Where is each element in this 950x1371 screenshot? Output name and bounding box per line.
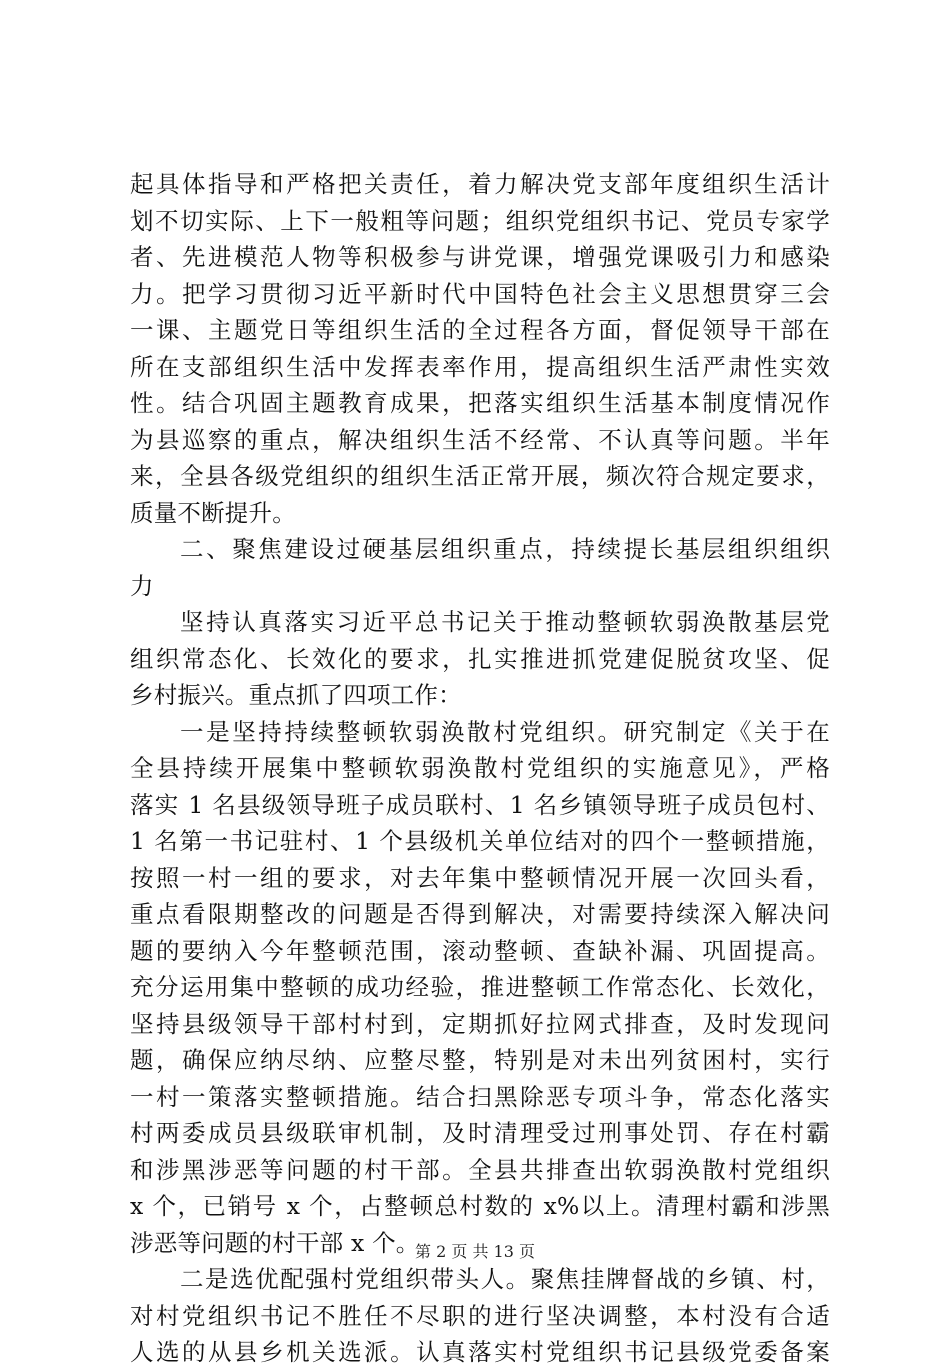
text-line: 对村党组织书记不胜任不尽职的进行坚决调整，本村没有合适 [130,1301,830,1330]
text-line: 乡村振兴。重点抓了四项工作： [130,681,462,709]
text-line: 重点看限期整改的问题是否得到解决，对需要持续深入解决问 [130,900,830,928]
text-line: 1 名第一书记驻村、1 个县级机关单位结对的四个一整顿措施， [130,827,830,855]
text-line: 组织常态化、长效化的要求，扎实推进抓党建促脱贫攻坚、促 [130,644,830,673]
text-line: 村两委成员县级联审机制，及时清理受过刑事处罚、存在村霸 [130,1119,830,1147]
text-line: 二、聚焦建设过硬基层组织重点，持续提长基层组织组织 [180,535,830,563]
text-line: 一村一策落实整顿措施。结合扫黑除恶专项斗争，常态化落实 [130,1082,830,1111]
text-line: 起具体指导和严格把关责任，着力解决党支部年度组织生活计 [130,170,830,198]
text-line: 充分运用集中整顿的成功经验，推进整顿工作常态化、长效化， [130,973,830,1001]
text-line: 者、先进模范人物等积极参与讲党课，增强党课吸引力和感染 [130,243,830,271]
text-line: 题，确保应纳尽纳、应整尽整，特别是对未出列贫困村，实行 [130,1046,830,1074]
text-line: 落实 1 名县级领导班子成员联村、1 名乡镇领导班子成员包村、 [130,790,830,819]
text-line: 坚持认真落实习近平总书记关于推动整顿软弱涣散基层党 [180,608,830,636]
text-line: 来，全县各级党组织的组织生活正常开展，频次符合规定要求， [130,462,830,490]
text-line: 一课、主题党日等组织生活的全过程各方面，督促领导干部在 [130,316,830,344]
text-line: 为县巡察的重点，解决组织生活不经常、不认真等问题。半年 [130,425,830,454]
document-body [130,166,830,1371]
text-line: 质量不断提升。 [130,498,296,527]
text-line: 所在支部组织生活中发挥表率作用，提高组织生活严肃性实效 [130,352,830,381]
text-line: 按照一村一组的要求，对去年集中整顿情况开展一次回头看， [130,863,830,892]
text-line: 人选的从县乡机关选派。认真落实村党组织书记县级党委备案 [130,1338,830,1366]
text-line: 和涉黑涉恶等问题的村干部。全县共排查出软弱涣散村党组织 [130,1155,830,1184]
text-line: 划不切实际、上下一般粗等问题；组织党组织书记、党员专家学 [130,206,830,235]
text-line: 力 [130,571,154,600]
text-line: 全县持续开展集中整顿软弱涣散村党组织的实施意见》，严格 [130,754,830,782]
text-line: x 个，已销号 x 个，占整顿总村数的 x%以上。清理村霸和涉黑 [130,1192,830,1220]
text-line: 一是坚持持续整顿软弱涣散村党组织。研究制定《关于在 [180,717,830,746]
text-line: 坚持县级领导干部村村到，定期抓好拉网式排查，及时发现问 [130,1009,830,1038]
text-line: 题的要纳入今年整顿范围，滚动整顿、查缺补漏、巩固提高。 [130,936,830,965]
text-line: 性。结合巩固主题教育成果，把落实组织生活基本制度情况作 [130,389,830,417]
page-footer: 第 2 页 共 13 页 [415,1242,535,1261]
text-line: 二是选优配强村党组织带头人。聚焦挂牌督战的乡镇、村， [180,1265,830,1293]
text-line: 力。把学习贯彻习近平新时代中国特色社会主义思想贯穿三会 [130,279,830,308]
text-line: 涉恶等问题的村干部 x 个。 [130,1228,420,1257]
